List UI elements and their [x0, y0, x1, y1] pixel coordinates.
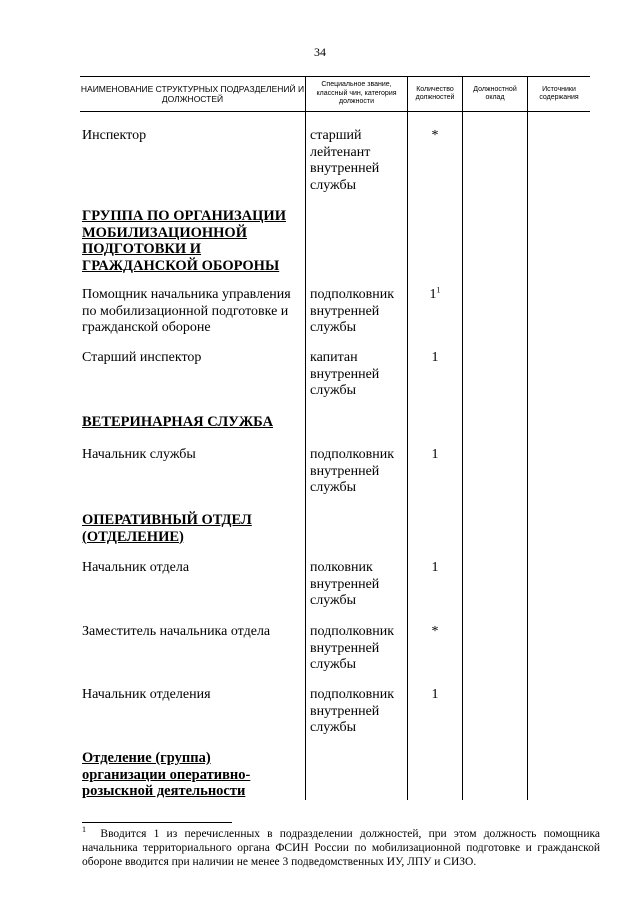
header-salary-column: Должностной оклад: [473, 85, 517, 101]
column-divider: [462, 76, 463, 800]
footnote-divider: [82, 822, 232, 823]
position-count: *: [431, 624, 439, 639]
footnote: [82, 827, 600, 869]
position-name: Заместитель начальника отдела: [82, 624, 271, 639]
position-name: Начальник отделения: [82, 687, 211, 702]
position-count: 1: [431, 687, 439, 702]
position-rank: подполковник внутренней службы: [310, 287, 394, 335]
position-name: Помощник начальника управления по мобилизационной подготовке и гражданской обороне: [82, 287, 291, 335]
table-header-border: [80, 111, 590, 112]
header-count-column: Количество должностей: [415, 85, 455, 101]
table-top-border: [80, 76, 590, 77]
position-rank: капитан внутренней службы: [310, 350, 380, 398]
position-name: Инспектор: [82, 128, 147, 143]
position-name: Старший инспектор: [82, 350, 202, 365]
section-heading: ГРУППА ПО ОРГАНИЗАЦИИ МОБИЛИЗАЦИОННОЙ ПОДГОТОВКИ И ГРАЖДАНСКОЙ ОБОРОНЫ: [82, 208, 286, 274]
position-rank: старший лейтенант внутренней службы: [310, 128, 380, 193]
footnote-text: Вводится 1 из перечисленных в подразделении должностей, при этом должность помощника начальника территориального органа ФСИН России по мобилизационной подготовке и гражданской обороне вводится при наличии не менее 3 подведомственных ИУ, ЛПУ и СИЗО.: [82, 828, 600, 868]
position-count: *: [431, 128, 439, 143]
page-number: 34: [314, 45, 326, 59]
header-source-column: Источники содержания: [539, 85, 579, 101]
section-heading: ВЕТЕРИНАРНАЯ СЛУЖБА: [82, 414, 274, 430]
footnote-ref: 1: [436, 285, 441, 295]
position-rank: подполковник внутренней службы: [310, 624, 394, 672]
section-heading: ОПЕРАТИВНЫЙ ОТДЕЛ (ОТДЕЛЕНИЕ): [82, 512, 252, 545]
section-heading: Отделение (группа) организации оперативно-розыскной деятельности: [82, 750, 251, 799]
position-count: 1: [431, 447, 439, 462]
position-rank: подполковник внутренней службы: [310, 687, 394, 735]
position-count: $1^1$: [429, 285, 441, 302]
column-divider: [305, 76, 306, 800]
position-rank: полковник внутренней службы: [310, 560, 380, 608]
position-rank: подполковник внутренней службы: [310, 447, 394, 495]
footnote-marker: 1: [82, 825, 86, 835]
column-divider: [527, 76, 528, 800]
header-name-column: НАИМЕНОВАНИЕ СТРУКТУРНЫХ ПОДРАЗДЕЛЕНИЙ И ДОЛЖНОСТЕЙ: [80, 84, 305, 104]
position-name: Начальник отдела: [82, 560, 190, 575]
position-count: 1: [431, 350, 439, 365]
position-name: Начальник службы: [82, 447, 196, 462]
position-count: 1: [431, 560, 439, 575]
header-rank-column: Специальное звание, классный чин, категория должности: [316, 81, 397, 106]
